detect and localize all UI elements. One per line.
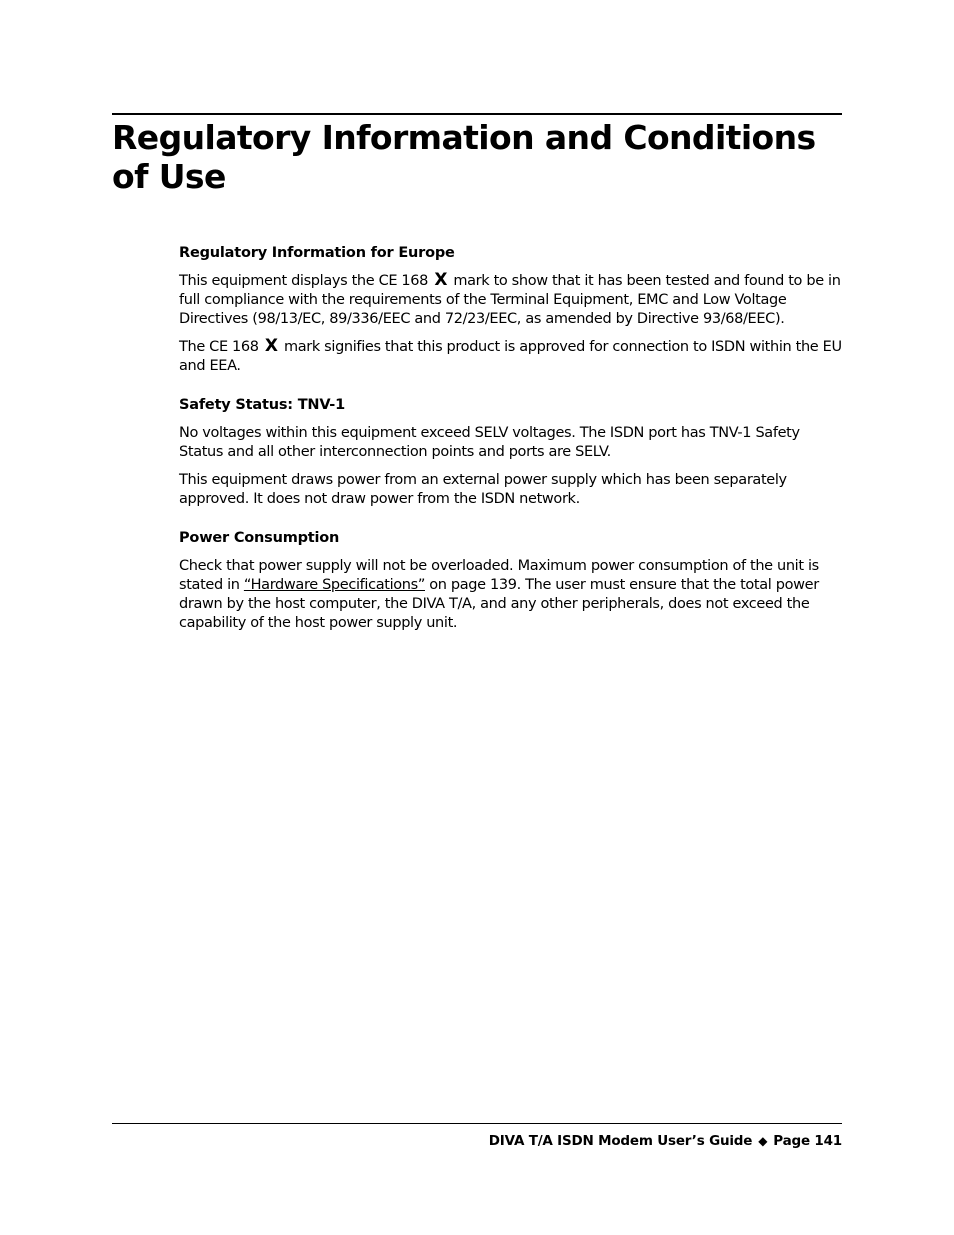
paragraph-external-power: This equipment draws power from an external power supply which has been separately approved. It does not draw power from the ISDN network.: [179, 472, 787, 507]
section-heading-europe: Regulatory Information for Europe: [179, 245, 455, 261]
footer-page-number: Page 141: [773, 1133, 842, 1149]
footer-guide-title: DIVA T/A ISDN Modem User’s Guide: [488, 1133, 753, 1149]
paragraph-text: mark signifies that this product is approved for connection to ISDN within the EU and EEA.: [179, 339, 842, 374]
paragraph-text: The CE 168: [179, 339, 259, 355]
paragraph-ce-approval: [179, 338, 842, 376]
paragraph-text: This equipment displays the CE 168: [179, 273, 429, 289]
section-heading-power: Power Consumption: [179, 530, 340, 546]
page-footer: [489, 1131, 842, 1151]
diamond-separator-icon: ◆: [758, 1134, 768, 1148]
paragraph-selv-voltages: No voltages within this equipment exceed SELV voltages. The ISDN port has TNV-1 Safety Status and all other interconnection points and ports are SELV.: [179, 425, 800, 460]
ce-mark-icon: X: [264, 336, 278, 356]
main-content: [179, 243, 842, 642]
footer-divider: [112, 1123, 842, 1124]
page-title: Regulatory Information and Conditions of Use: [112, 118, 816, 196]
paragraph-power-consumption: [179, 557, 842, 633]
paragraph-text: on page 139. The user must ensure that the total power drawn by the host computer, the DIVA T/A, and any other peripherals, does not exceed the capability of the host power supply unit.: [179, 577, 819, 631]
paragraph-ce-compliance: [179, 272, 842, 329]
paragraph-text: mark to show that it has been tested and found to be in full compliance with the requirements of the Terminal Equipment, EMC and Low Voltage Directives (98/13/EC, 89/336/EEC and 72/23/EEC, as amended by Directive 93/68/EEC).: [179, 273, 841, 327]
section-heading-safety: Safety Status: TNV-1: [179, 397, 345, 413]
ce-mark-icon: X: [434, 270, 448, 290]
top-divider: [112, 113, 842, 115]
paragraph-text: Check that power supply will not be overloaded. Maximum power consumption of the unit is stated in: [179, 558, 819, 593]
hardware-specifications-link[interactable]: “Hardware Specifications”: [243, 577, 425, 593]
